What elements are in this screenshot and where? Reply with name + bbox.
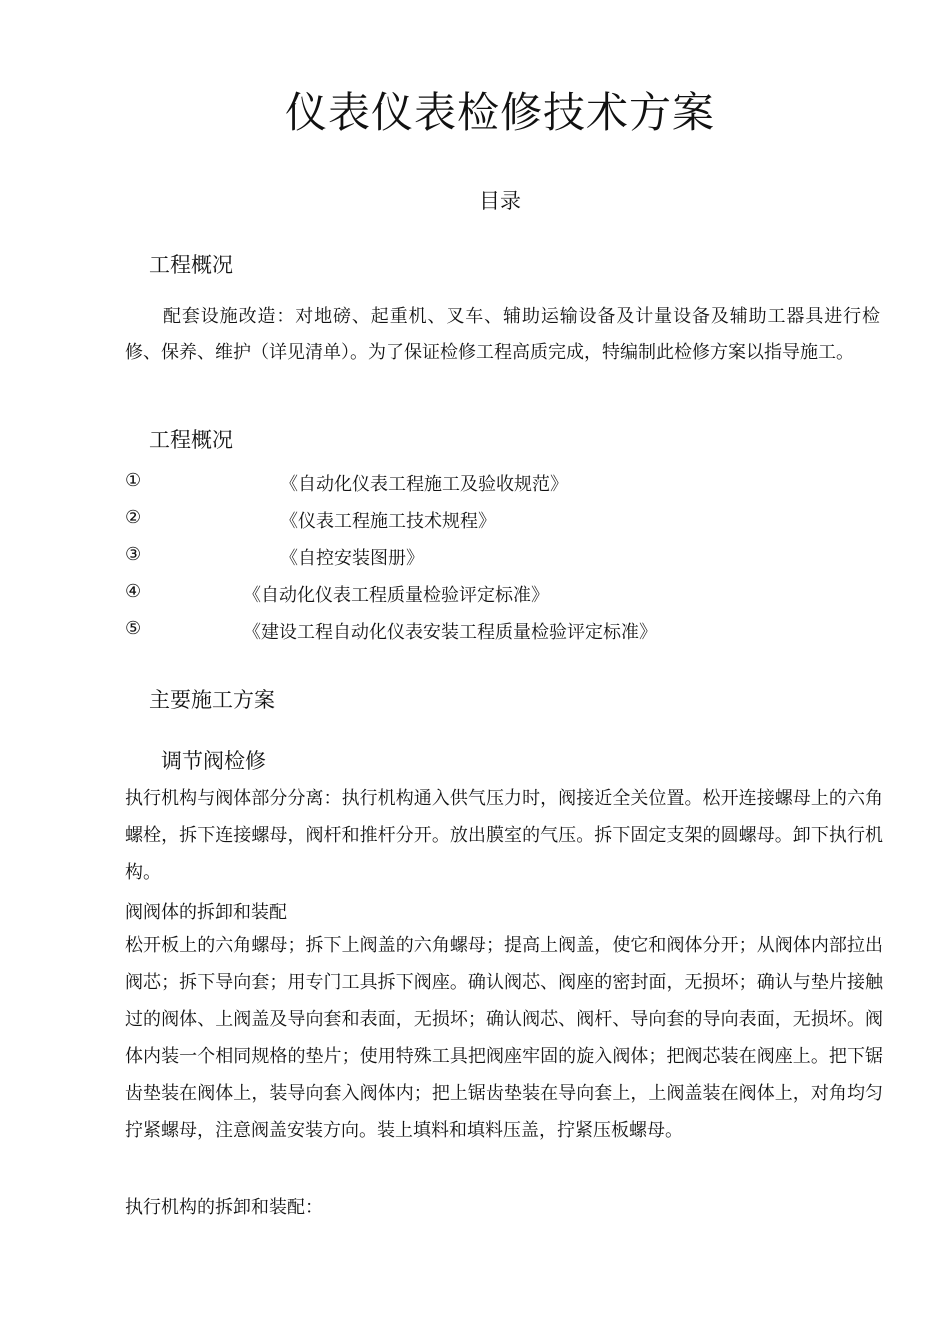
reference-number: ④ xyxy=(125,581,142,602)
actuator-label: 执行机构的拆卸和装配： xyxy=(125,1197,323,1218)
document-title: 仪表仪表检修技术方案 xyxy=(284,88,715,137)
valve-body-label: 阀阀体的拆卸和装配 xyxy=(125,902,287,923)
reference-number: ⑤ xyxy=(125,618,142,639)
reference-item xyxy=(125,470,825,500)
actuator-separation-paragraph: 执行机构与阀体部分分离：执行机构通入供气压力时，阀接近全关位置。松开连接螺母上的六角螺栓，拆下连接螺母，阀杆和推杆分开。放出膜室的气压。拆下固定支架的圆螺母。卸下执行机构。 xyxy=(125,788,883,883)
section-heading-references: 工程概况 xyxy=(149,428,233,452)
overview-paragraph: 配套设施改造：对地磅、起重机、叉车、辅助运输设备及计量设备及辅助工器具进行检修、保养、维护（详见清单）。为了保证检修工程高质完成，特编制此检修方案以指导施工。 xyxy=(125,306,880,363)
toc-heading: 目录 xyxy=(479,189,521,213)
reference-number: ① xyxy=(125,470,142,491)
reference-title: 《建设工程自动化仪表安装工程质量检验评定标准》 xyxy=(243,622,657,643)
reference-item xyxy=(125,507,825,537)
valve-body-paragraph: 松开板上的六角螺母；拆下上阀盖的六角螺母；提高上阀盖，使它和阀体分开；从阀体内部拉出阀芯；拆下导向套；用专门工具拆下阀座。确认阀芯、阀座的密封面，无损坏；确认与垫片接触过的阀体、上阀盖及导向套和表面，无损坏；确认阀芯、阀杆、导向套的导向表面，无损坏。阀体内装一个相同规格的垫片；使用特殊工具把阀座牢固的旋入阀体；把阀芯装在阀座上。把下锯齿垫装在阀体上，装导向套入阀体内；把上锯齿垫装在导向套上，上阀盖装在阀体上，对角均匀拧紧螺母，注意阀盖安装方向。装上填料和填料压盖，拧紧压板螺母。 xyxy=(125,935,883,1141)
reference-title: 《自动化仪表工程质量检验评定标准》 xyxy=(243,585,549,606)
reference-title: 《自控安装图册》 xyxy=(280,548,424,569)
subsection-heading-valve: 调节阀检修 xyxy=(161,749,266,773)
section-heading-overview: 工程概况 xyxy=(149,253,233,277)
reference-number: ③ xyxy=(125,544,142,565)
reference-title: 《自动化仪表工程施工及验收规范》 xyxy=(280,474,568,495)
reference-item xyxy=(125,581,825,611)
reference-item xyxy=(125,618,825,648)
reference-number: ② xyxy=(125,507,142,528)
reference-title: 《仪表工程施工技术规程》 xyxy=(280,511,496,532)
section-heading-main-plan: 主要施工方案 xyxy=(149,688,275,712)
reference-item xyxy=(125,544,825,574)
